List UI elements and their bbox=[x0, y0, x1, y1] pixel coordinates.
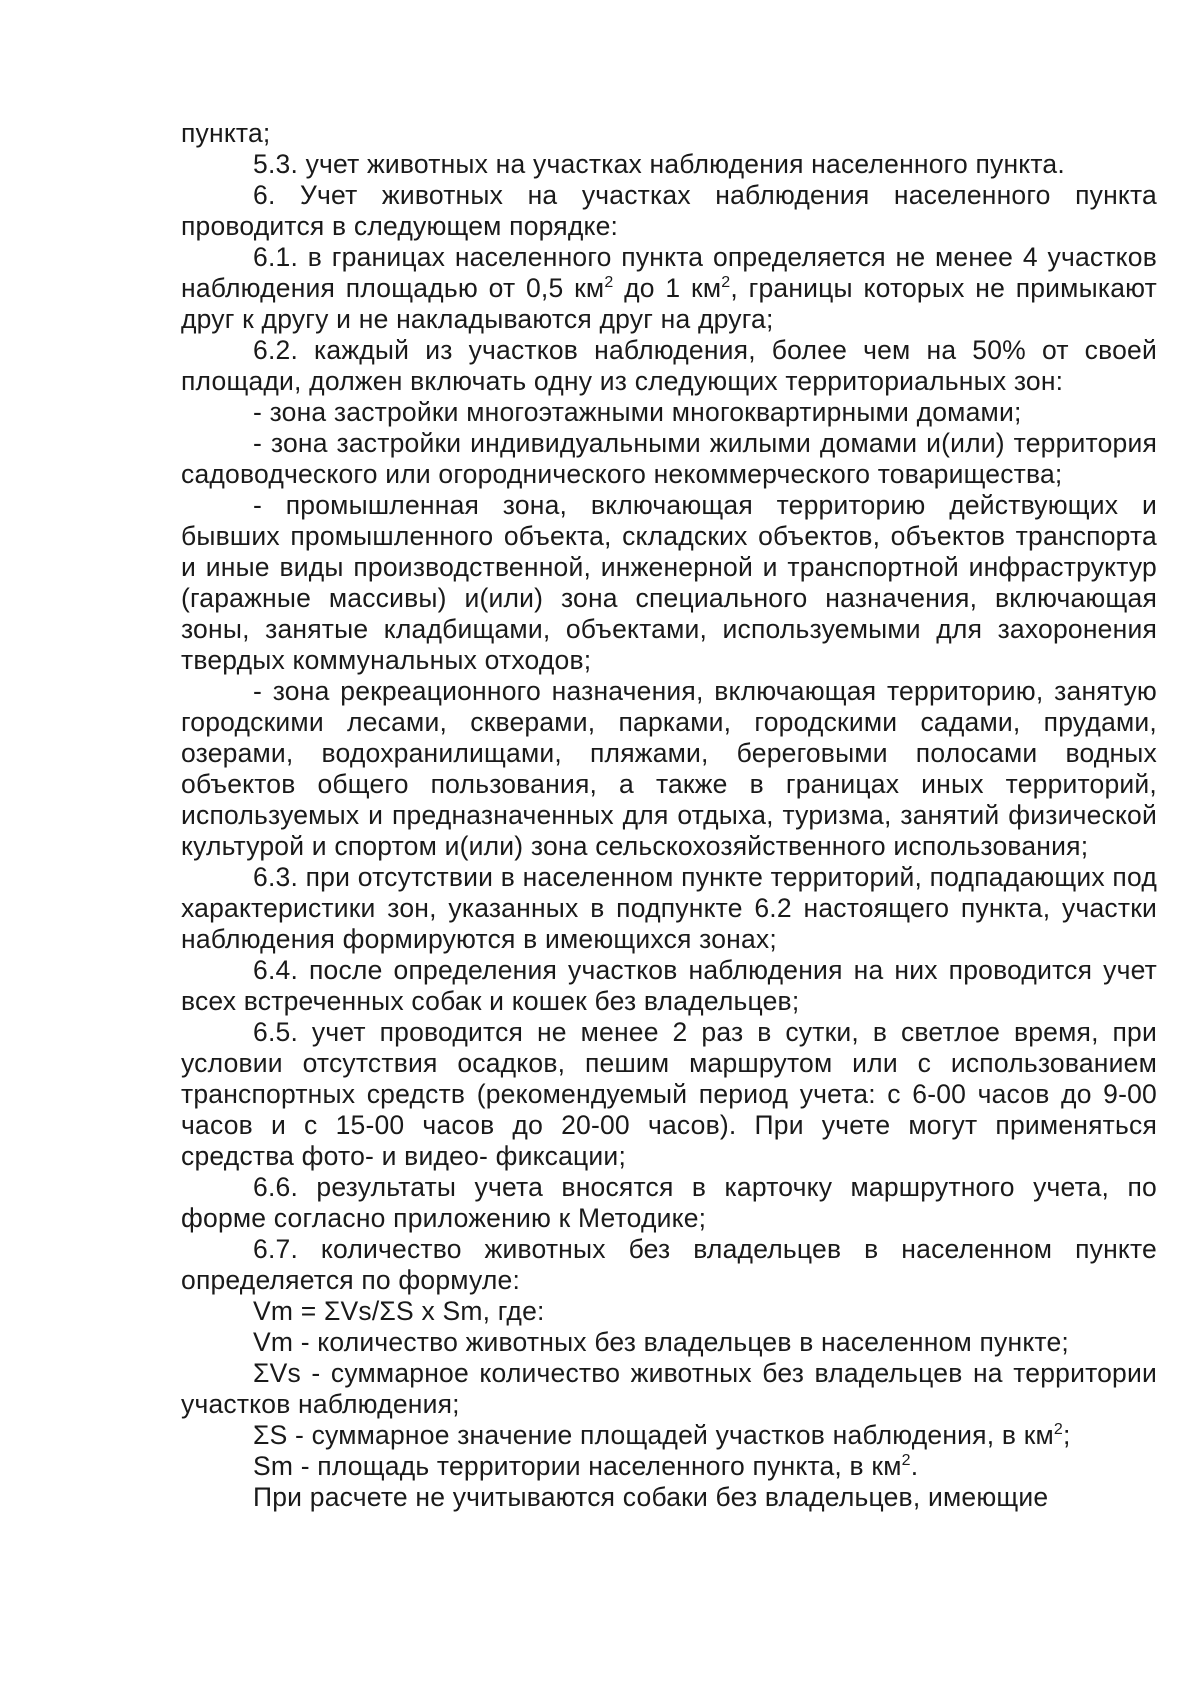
paragraph-text: При расчете не учитываются собаки без владельцев, имеющие bbox=[253, 1482, 1049, 1512]
paragraph-text: 6.3. при отсутствии в населенном пункте территорий, подпадающих под характеристики зон, указанных в подпункте 6.2 настоящего пункта, участки наблюдения формируются в имеющихся зонах; bbox=[181, 862, 1157, 954]
paragraph-p19 bbox=[181, 1482, 1157, 1513]
paragraph-text: 6.7. количество животных без владельцев в населенном пункте определяется по формуле: bbox=[181, 1234, 1157, 1295]
paragraph-p4 bbox=[181, 335, 1157, 397]
paragraph-p17 bbox=[181, 1420, 1157, 1451]
paragraph-text: Vm = ΣVs/ΣS x Sm, где: bbox=[253, 1296, 545, 1326]
paragraph-p16 bbox=[181, 1358, 1157, 1420]
paragraph-p5 bbox=[181, 397, 1157, 428]
paragraph-p13 bbox=[181, 1234, 1157, 1296]
paragraph-text: 6.4. после определения участков наблюдения на них проводится учет всех встреченных собак и кошек без владельцев; bbox=[181, 955, 1157, 1016]
paragraph-text: Sm - площадь территории населенного пункта, в км bbox=[253, 1451, 902, 1481]
paragraph-p6 bbox=[181, 428, 1157, 490]
paragraph-p11 bbox=[181, 1017, 1157, 1172]
paragraph-text: - зона застройки многоэтажными многоквартирными домами; bbox=[253, 397, 1022, 427]
superscript-2: 2 bbox=[1053, 1421, 1064, 1438]
paragraph-p7 bbox=[181, 490, 1157, 676]
paragraph-text: ; bbox=[1063, 1420, 1071, 1450]
paragraph-p1 bbox=[181, 149, 1157, 180]
paragraph-text: до 1 км bbox=[613, 273, 722, 303]
paragraph-text: ΣVs - суммарное количество животных без владельцев на территории участков наблюдения; bbox=[181, 1358, 1157, 1419]
paragraph-p9 bbox=[181, 862, 1157, 955]
paragraph-text: 6.2. каждый из участков наблюдения, более чем на 50% от своей площади, должен включать одну из следующих территориальных зон: bbox=[181, 335, 1157, 396]
paragraph-text: . bbox=[910, 1451, 919, 1481]
paragraph-text: - промышленная зона, включающая территорию действующих и бывших промышленного объекта, складских объектов, объектов транспорта и иные виды производственной, инженерной и транспортной инфраструктур (гаражные массивы) и(или) зона специального назначения, включающая зоны, занятые кладбищами, объектами, используемыми для захоронения твердых коммунальных отходов; bbox=[181, 490, 1157, 675]
paragraph-text: - зона рекреационного назначения, включающая территорию, занятую городскими лесами, скверами, парками, городскими садами, прудами, озерами, водохранилищами, пляжами, береговыми полосами водных объектов общего пользования, а также в границах иных территорий, используемых и предназначенных для отдыха, туризма, занятий физической культурой и спортом и(или) зона сельскохозяйственного использования; bbox=[181, 676, 1157, 861]
paragraph-p10 bbox=[181, 955, 1157, 1017]
paragraph-text: 6.1. в границах населенного пункта определяется не менее 4 участков наблюдения площадью от 0,5 км bbox=[181, 242, 1157, 303]
paragraph-p2 bbox=[181, 180, 1157, 242]
paragraph-p3 bbox=[181, 242, 1157, 335]
paragraph-text: 6.6. результаты учета вносятся в карточку маршрутного учета, по форме согласно приложению к Методике; bbox=[181, 1172, 1157, 1233]
paragraph-text: пункта; bbox=[181, 118, 271, 148]
paragraph-text: Vm - количество животных без владельцев в населенном пункте; bbox=[253, 1327, 1069, 1357]
paragraph-text: - зона застройки индивидуальными жилыми домами и(или) территория садоводческого или огороднического некоммерческого товарищества; bbox=[181, 428, 1157, 489]
paragraph-p0 bbox=[181, 118, 1157, 149]
paragraph-text: 6. Учет животных на участках наблюдения населенного пункта проводится в следующем порядке: bbox=[181, 180, 1157, 241]
paragraph-text: , границы которых не примыкают друг к другу и не накладываются друг на друга; bbox=[181, 273, 1157, 334]
paragraph-p8 bbox=[181, 676, 1157, 862]
paragraph-text: 5.3. учет животных на участках наблюдения населенного пункта. bbox=[253, 149, 1065, 179]
superscript-2: 2 bbox=[901, 1452, 911, 1469]
paragraph-text: 6.5. учет проводится не менее 2 раз в сутки, в светлое время, при условии отсутствия осадков, пешим маршрутом или с использованием транспортных средств (рекомендуемый период учета: с 6-00 часов до 9-00 часов и с 15-00 часов до 20-00 часов). При учете могут применяться средства фото- и видео- фиксации; bbox=[181, 1017, 1157, 1171]
paragraph-p18 bbox=[181, 1451, 1157, 1482]
paragraph-text: ΣS - суммарное значение площадей участков наблюдения, в км bbox=[253, 1420, 1054, 1450]
paragraph-p12 bbox=[181, 1172, 1157, 1234]
paragraph-p14 bbox=[181, 1296, 1157, 1327]
superscript-2: 2 bbox=[604, 274, 614, 291]
document-body bbox=[181, 118, 1157, 1513]
superscript-2: 2 bbox=[721, 274, 731, 291]
paragraph-p15 bbox=[181, 1327, 1157, 1358]
